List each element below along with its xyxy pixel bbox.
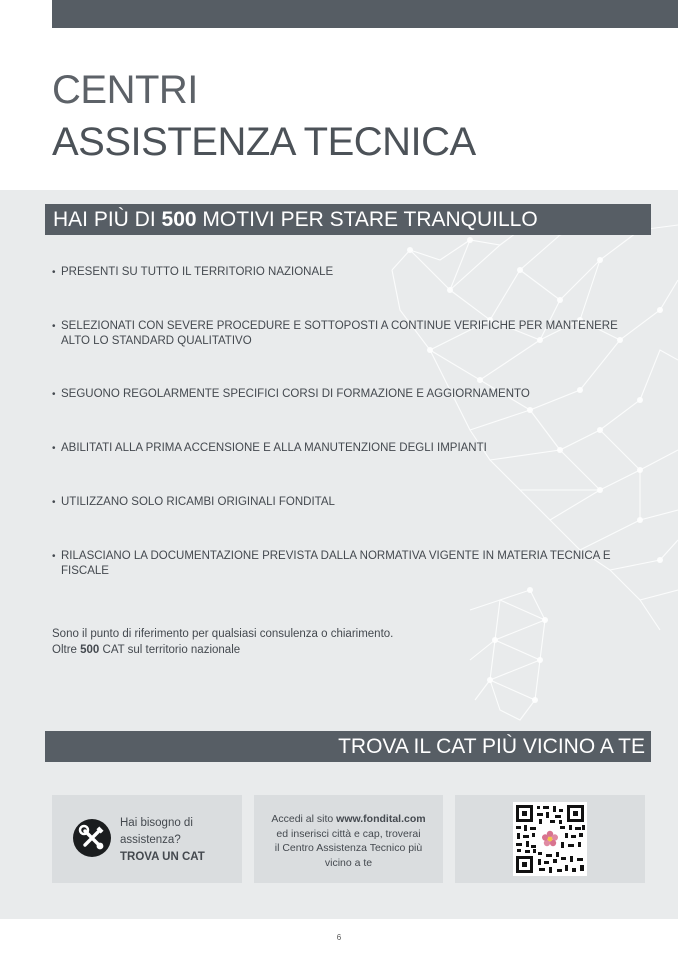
page-number: 6	[336, 933, 342, 942]
intro-number: 500	[80, 643, 100, 656]
list-item: • ABILITATI ALLA PRIMA ACCENSIONE E ALLA MANUTENZIONE DEGLI IMPIANTI	[52, 441, 621, 456]
title-line-1: CENTRI	[52, 68, 198, 112]
qr-logo-flower	[540, 829, 560, 849]
qr-code-icon[interactable]	[513, 802, 587, 876]
intro-line-2	[52, 643, 552, 659]
header-bar	[52, 0, 678, 28]
card2-line-1	[260, 812, 437, 827]
list-item: • UTILIZZANO SOLO RICAMBI ORIGINALI FONDITAL	[52, 495, 621, 510]
motivi-banner	[45, 204, 651, 235]
title-line-2: ASSISTENZA TECNICA	[52, 120, 476, 164]
intro-line-1: Sono il punto di riferimento per qualsiasi consulenza o chiarimento.	[52, 628, 394, 640]
trova-cat-banner: TROVA IL CAT PIÙ VICINO A TE	[45, 731, 651, 762]
card1-line-2: assistenza?	[120, 834, 181, 846]
banner-text-post: MOTIVI PER STARE TRANQUILLO	[196, 208, 538, 231]
intro-line-2-pre: Oltre	[52, 643, 81, 656]
website-card	[254, 795, 443, 883]
card2-line-2: ed inserisci città e cap, troverai	[276, 827, 421, 840]
trova-cat-text	[120, 815, 205, 866]
card2-line-3: il Centro Assistenza Tecnico più	[274, 842, 423, 854]
banner-number: 500	[161, 208, 197, 231]
website-instructions	[260, 812, 437, 870]
card2-pre: Accedi al sito	[271, 813, 337, 825]
list-item: • RILASCIANO LA DOCUMENTAZIONE PREVISTA DALLA NORMATIVA VIGENTE IN MATERIA TECNICA E FISCALE	[52, 549, 621, 579]
website-link[interactable]: www.fondital.com	[336, 813, 426, 825]
card1-line-1: Hai bisogno di	[120, 817, 193, 829]
card2-line-4: vicino a te	[324, 856, 373, 869]
trova-cat-link[interactable]: TROVA UN CAT	[120, 851, 205, 863]
wrench-screwdriver-icon	[73, 819, 111, 857]
qr-card	[455, 795, 645, 883]
banner-text-pre: HAI PIÙ DI	[53, 208, 162, 231]
intro-line-2-post: CAT sul territorio nazionale	[99, 643, 241, 656]
intro-text	[52, 627, 552, 658]
list-item: • SEGUONO REGOLARMENTE SPECIFICI CORSI DI FORMAZIONE E AGGIORNAMENTO	[52, 387, 621, 402]
trova-cat-card[interactable]	[52, 795, 242, 883]
list-item: • SELEZIONATI CON SEVERE PROCEDURE E SOTTOPOSTI A CONTINUE VERIFICHE PER MANTENERE ALTO LO STANDARD QUALITATIVO	[52, 319, 621, 349]
page-title	[52, 66, 476, 166]
list-item: • PRESENTI SU TUTTO IL TERRITORIO NAZIONALE	[52, 265, 621, 280]
